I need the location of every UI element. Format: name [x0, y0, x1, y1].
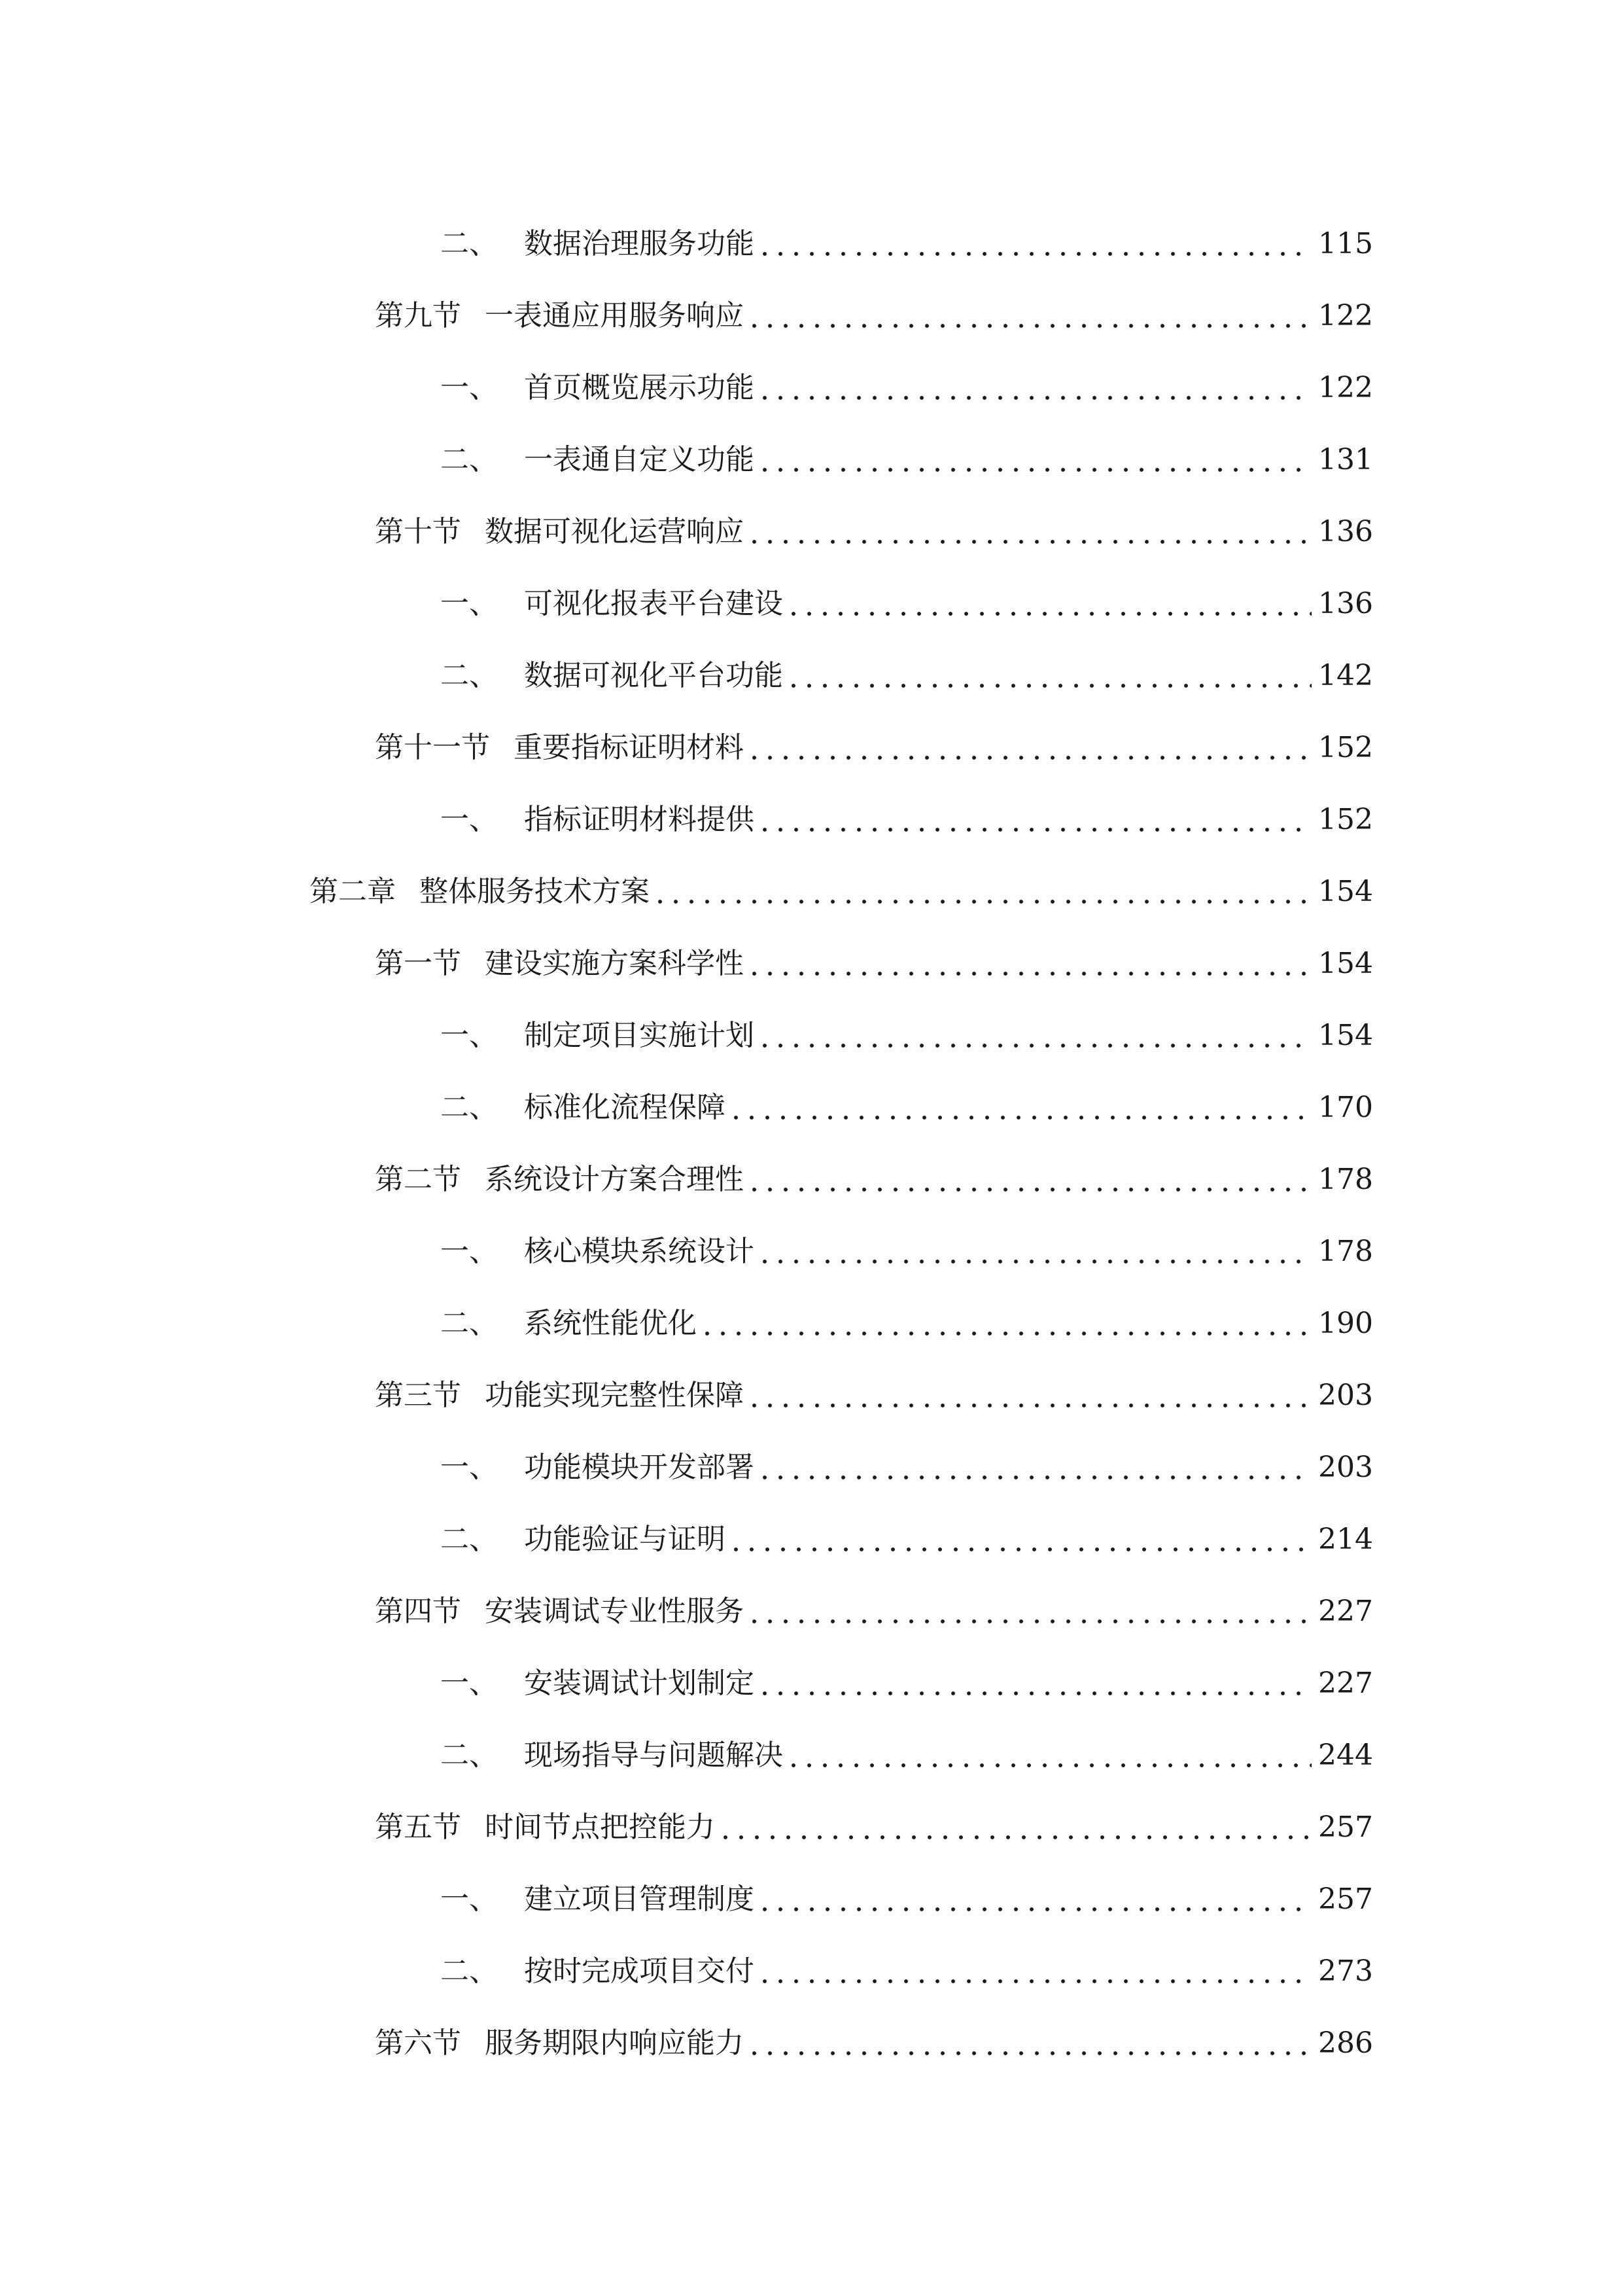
toc-entry-line [375, 1810, 1373, 1860]
toc-entry-title: 系统性能优化 [524, 1307, 697, 1340]
toc-entry-line [440, 1954, 1373, 2004]
toc-entry-label [375, 1597, 744, 1626]
toc-entry[interactable] [0, 2004, 1623, 2076]
toc-entry-title: 重要指标证明材料 [514, 731, 744, 764]
toc-entry-number: 第三节 [375, 1379, 461, 1412]
toc-dot-leader [718, 1813, 1312, 1842]
toc-dot-leader [757, 1669, 1312, 1698]
toc-dot-leader [746, 302, 1312, 330]
toc-entry-line [375, 1597, 1373, 1644]
toc-entry-page-number: 152 [1318, 803, 1373, 836]
toc-entry-label [440, 1021, 754, 1050]
toc-entry-title: 一表通应用服务响应 [485, 299, 744, 332]
toc-entry[interactable] [0, 1716, 1623, 1788]
toc-dot-leader [652, 877, 1312, 906]
toc-entry-label [309, 877, 650, 906]
toc-entry-page-number: 203 [1318, 1451, 1373, 1484]
toc-entry-line [375, 949, 1373, 997]
toc-entry-title: 时间节点把控能力 [485, 1810, 715, 1844]
toc-dot-leader [746, 949, 1312, 978]
toc-entry[interactable] [0, 1069, 1623, 1140]
table-of-contents [0, 205, 1623, 2076]
toc-dot-leader [757, 374, 1312, 402]
toc-entry-line [440, 805, 1373, 853]
toc-dot-leader [786, 590, 1312, 618]
toc-entry-number: 二、 [440, 1739, 498, 1772]
toc-entry[interactable] [0, 1212, 1623, 1284]
toc-dot-leader [699, 1309, 1312, 1338]
toc-dot-leader [728, 1093, 1312, 1122]
toc-entry-label [440, 1453, 754, 1482]
toc-entry-line [440, 1093, 1373, 1140]
toc-dot-leader [757, 230, 1312, 258]
toc-entry-page-number: 142 [1318, 659, 1373, 692]
toc-entry-title: 功能验证与证明 [524, 1523, 725, 1556]
toc-entry-page-number: 190 [1318, 1307, 1373, 1340]
toc-entry-title: 可视化报表平台建设 [524, 587, 783, 620]
toc-entry-label [440, 1741, 783, 1770]
toc-entry-line [440, 587, 1373, 637]
toc-dot-leader [746, 1597, 1312, 1626]
toc-entry[interactable] [0, 1140, 1623, 1212]
toc-entry-page-number: 257 [1318, 1882, 1373, 1916]
toc-entry-page-number: 203 [1318, 1379, 1373, 1412]
toc-entry-page-number: 178 [1318, 1235, 1373, 1268]
toc-entry-line [440, 1237, 1373, 1284]
toc-entry-title: 整体服务技术方案 [419, 875, 650, 908]
toc-entry-label [440, 659, 783, 692]
toc-dot-leader [746, 518, 1312, 546]
toc-entry-label [375, 733, 744, 762]
toc-entry-title: 标准化流程保障 [524, 1091, 725, 1124]
toc-entry-page-number: 170 [1318, 1091, 1373, 1124]
toc-entry-line [440, 1669, 1373, 1716]
toc-dot-leader [757, 805, 1312, 834]
toc-entry-number: 第九节 [375, 299, 461, 332]
toc-entry-page-number: 227 [1318, 1667, 1373, 1700]
toc-entry[interactable] [0, 565, 1623, 637]
toc-dot-leader [757, 1957, 1312, 1986]
toc-entry-title: 按时完成项目交付 [524, 1954, 754, 1988]
toc-entry-label [440, 587, 783, 620]
toc-entry[interactable] [0, 493, 1623, 565]
toc-entry-label [440, 1309, 697, 1338]
toc-entry[interactable] [0, 781, 1623, 853]
toc-entry-label [375, 2026, 744, 2060]
toc-entry-line [440, 371, 1373, 421]
toc-entry-title: 一表通自定义功能 [524, 443, 754, 476]
toc-entry-title: 安装调试计划制定 [524, 1667, 754, 1700]
toc-entry[interactable] [0, 1500, 1623, 1572]
toc-entry[interactable] [0, 277, 1623, 349]
toc-entry-number: 一、 [440, 1019, 498, 1052]
toc-entry-page-number: 122 [1318, 299, 1373, 332]
toc-entry-label [375, 299, 744, 332]
toc-entry-title: 核心模块系统设计 [524, 1235, 754, 1268]
toc-entry-title: 首页概览展示功能 [524, 371, 754, 404]
toc-entry-line [440, 1882, 1373, 1932]
toc-entry-label [440, 1093, 725, 1122]
toc-entry[interactable] [0, 637, 1623, 709]
toc-entry-title: 现场指导与问题解决 [524, 1739, 783, 1772]
toc-dot-leader [757, 1885, 1312, 1914]
toc-entry-number: 一、 [440, 1451, 498, 1484]
toc-entry-number: 第十节 [375, 515, 461, 548]
toc-entry[interactable] [0, 925, 1623, 997]
toc-entry-title: 服务期限内响应能力 [485, 2026, 744, 2060]
toc-entry-label [440, 1882, 754, 1916]
toc-entry-label [375, 1165, 744, 1194]
toc-entry-number: 第二节 [375, 1163, 461, 1196]
toc-entry-title: 制定项目实施计划 [524, 1019, 754, 1052]
toc-dot-leader [757, 446, 1312, 474]
toc-entry-label [440, 1954, 754, 1988]
toc-dot-leader [746, 733, 1312, 762]
toc-entry-number: 第一节 [375, 947, 461, 980]
toc-entry-number: 第十一节 [375, 731, 490, 764]
toc-entry-label [440, 1669, 754, 1698]
toc-entry[interactable] [0, 1284, 1623, 1356]
toc-entry-line [440, 1021, 1373, 1069]
toc-entry-number: 一、 [440, 1882, 498, 1916]
toc-entry-page-number: 244 [1318, 1739, 1373, 1772]
toc-entry-number: 二、 [440, 1307, 498, 1340]
toc-entry-title: 建立项目管理制度 [524, 1882, 754, 1916]
toc-entry-page-number: 154 [1318, 947, 1373, 980]
toc-entry-page-number: 136 [1318, 515, 1373, 548]
toc-entry-page-number: 227 [1318, 1595, 1373, 1628]
toc-entry-page-number: 115 [1318, 227, 1373, 260]
toc-entry-page-number: 286 [1318, 2026, 1373, 2060]
toc-dot-leader [757, 1453, 1312, 1482]
toc-entry-page-number: 154 [1318, 1019, 1373, 1052]
toc-entry-title: 指标证明材料提供 [524, 803, 754, 836]
toc-entry-line [375, 299, 1373, 349]
toc-dot-leader [746, 1165, 1312, 1194]
toc-entry-number: 第六节 [375, 2026, 461, 2060]
toc-entry-label [440, 227, 754, 260]
toc-dot-leader [746, 1381, 1312, 1410]
toc-entry-label [440, 1237, 754, 1266]
toc-entry-line [375, 2026, 1373, 2076]
toc-entry[interactable] [0, 349, 1623, 421]
toc-entry[interactable] [0, 1860, 1623, 1932]
toc-entry-page-number: 152 [1318, 731, 1373, 764]
toc-entry-number: 二、 [440, 443, 498, 476]
toc-dot-leader [757, 1021, 1312, 1050]
toc-entry-label [440, 443, 754, 476]
toc-entry-line [440, 227, 1373, 277]
toc-entry-number: 一、 [440, 587, 498, 620]
toc-entry-label [375, 515, 744, 548]
toc-entry[interactable] [0, 709, 1623, 781]
toc-entry[interactable] [0, 853, 1623, 925]
toc-dot-leader [786, 1741, 1312, 1770]
toc-entry-page-number: 257 [1318, 1810, 1373, 1844]
toc-entry-page-number: 154 [1318, 875, 1373, 908]
toc-entry[interactable] [0, 1356, 1623, 1428]
toc-entry[interactable] [0, 997, 1623, 1069]
toc-entry-line [309, 877, 1373, 925]
toc-entry-label [440, 371, 754, 404]
toc-entry-page-number: 178 [1318, 1163, 1373, 1196]
toc-entry-title: 功能实现完整性保障 [485, 1379, 744, 1412]
toc-entry-page-number: 122 [1318, 371, 1373, 404]
toc-entry-label [375, 1381, 744, 1410]
toc-entry-line [440, 659, 1373, 709]
toc-entry-number: 第二章 [309, 875, 396, 908]
toc-entry-page-number: 131 [1318, 443, 1373, 476]
toc-entry-number: 一、 [440, 1235, 498, 1268]
toc-entry[interactable] [0, 205, 1623, 277]
toc-entry-page-number: 214 [1318, 1523, 1373, 1556]
toc-entry-number: 一、 [440, 803, 498, 836]
toc-dot-leader [746, 2029, 1312, 2058]
toc-entry-number: 二、 [440, 1091, 498, 1124]
toc-dot-leader [786, 662, 1312, 690]
toc-entry-label [375, 1810, 715, 1844]
toc-entry[interactable] [0, 1788, 1623, 1860]
toc-entry-number: 一、 [440, 371, 498, 404]
toc-entry-label [440, 1525, 725, 1554]
toc-entry-page-number: 136 [1318, 587, 1373, 620]
toc-entry-line [375, 515, 1373, 565]
toc-entry-title: 数据可视化运营响应 [485, 515, 744, 548]
toc-entry-line [440, 1453, 1373, 1500]
toc-entry-line [440, 1741, 1373, 1788]
toc-entry-number: 二、 [440, 659, 498, 692]
toc-entry-number: 二、 [440, 1523, 498, 1556]
toc-entry[interactable] [0, 1428, 1623, 1500]
toc-entry-line [375, 1381, 1373, 1428]
toc-entry-title: 建设实施方案科学性 [485, 947, 744, 980]
toc-entry-title: 系统设计方案合理性 [485, 1163, 744, 1196]
toc-entry[interactable] [0, 1932, 1623, 2004]
toc-entry-title: 数据治理服务功能 [524, 227, 754, 260]
toc-entry-line [375, 1165, 1373, 1212]
toc-entry-line [440, 443, 1373, 493]
toc-dot-leader [757, 1237, 1312, 1266]
toc-entry-title: 功能模块开发部署 [524, 1451, 754, 1484]
toc-entry[interactable] [0, 421, 1623, 493]
toc-entry[interactable] [0, 1572, 1623, 1644]
toc-entry-number: 第五节 [375, 1810, 461, 1844]
toc-entry-number: 一、 [440, 1667, 498, 1700]
toc-entry-line [440, 1525, 1373, 1572]
toc-entry-label [440, 805, 754, 834]
toc-entry-page-number: 273 [1318, 1954, 1373, 1988]
toc-entry-title: 安装调试专业性服务 [485, 1595, 744, 1628]
toc-entry[interactable] [0, 1644, 1623, 1716]
toc-entry-line [440, 1309, 1373, 1356]
toc-dot-leader [728, 1525, 1312, 1554]
toc-entry-number: 二、 [440, 227, 498, 260]
toc-entry-title: 数据可视化平台功能 [524, 659, 783, 692]
toc-entry-label [375, 949, 744, 978]
toc-entry-line [375, 733, 1373, 781]
toc-entry-number: 第四节 [375, 1595, 461, 1628]
toc-entry-number: 二、 [440, 1954, 498, 1988]
